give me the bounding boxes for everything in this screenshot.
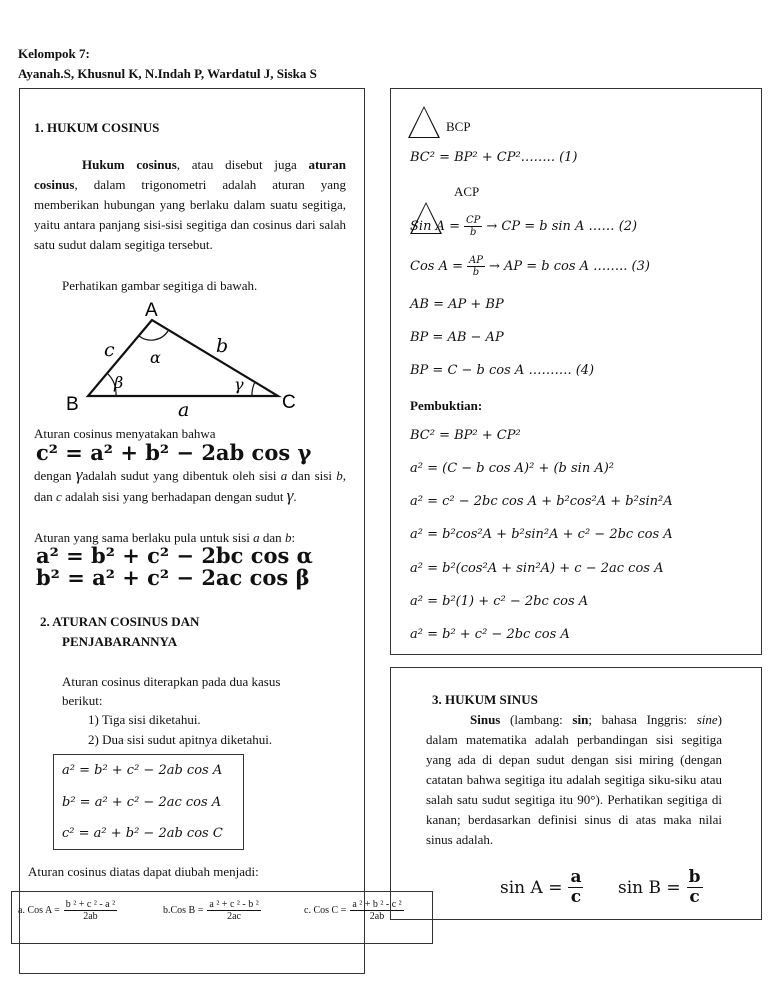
proof-step-3: a² = c² − 2bc cos A + b²cos²A + b²sin²A	[410, 494, 673, 509]
section-3-paragraph	[426, 710, 722, 850]
sin-A-formula-denominator: c	[570, 887, 582, 907]
sin-A-formula-numerator: a	[570, 867, 582, 887]
cos-B-fraction	[163, 899, 261, 922]
term-sinus: Sinus	[470, 712, 501, 727]
desc-text-5: adalah sisi yang berhadapan dengan sudut	[61, 489, 287, 504]
triangle-figure	[60, 296, 310, 420]
cos-C-fraction	[304, 899, 404, 922]
vertex-C: C	[282, 392, 296, 413]
sine-text-1: (lambang:	[500, 712, 573, 727]
same-text-1: Aturan yang sama berlaku pula untuk sisi	[34, 530, 254, 545]
side-a-label: a	[178, 399, 190, 420]
angle-alpha-label: α	[150, 348, 161, 367]
sin-A-formula-prefix: sin A =	[500, 877, 563, 898]
rule-intro: Aturan cosinus menyatakan bahwa	[34, 426, 216, 441]
cos-A-prefix: Cos A =	[410, 259, 463, 274]
paragraph-text-2: , dalam trigonometri adalah aturan yang memberikan hubungan yang berlaku dalam suatu segitiga, yaitu antara panjang sisi-sisi segitiga dan cosinus dari salah satu sudut dalam segitiga tersebut.	[34, 177, 346, 252]
proof-step-4: a² = b²cos²A + b²sin²A + c² − 2bc cos A	[410, 527, 673, 542]
term-sin: sin	[572, 712, 589, 727]
formula-c-squared: c² = a² + b² − 2ab cos γ	[36, 440, 312, 465]
side-b-label: b	[216, 335, 229, 357]
figure-instruction: Perhatikan gambar segitiga di bawah.	[62, 278, 258, 293]
desc-var-b: b	[336, 468, 343, 483]
cos-A-relation	[410, 255, 650, 278]
sin-A-relation	[410, 215, 637, 238]
angle-gamma-arc	[252, 382, 255, 396]
gamma-description	[34, 465, 346, 507]
cos-A-label: a. Cos A =	[18, 905, 60, 916]
cosine-eq-1: a² = b² + c² − 2ab cos A	[62, 763, 223, 778]
desc-var-c: c	[56, 489, 62, 504]
same-var-a: a	[253, 530, 260, 545]
eq-bp-1: BP = AB − AP	[410, 330, 504, 345]
triangle-bcp-icon	[408, 106, 440, 138]
changed-text: Aturan cosinus diatas dapat diubah menjadi:	[28, 864, 259, 879]
sin-A-suffix: → CP = b sin A …… (2)	[486, 219, 638, 234]
term-hukum-cosinus: Hukum cosinus	[82, 157, 177, 172]
formula-b-squared: b² = a² + c² − 2ac cos β	[36, 565, 310, 590]
desc-text-4: , dan	[34, 468, 346, 504]
vertex-A: A	[145, 300, 158, 321]
section-2-heading-line1: 2. ATURAN COSINUS DAN	[40, 614, 200, 629]
cos-B-label: b.Cos B =	[163, 905, 204, 916]
gamma-symbol: γ	[75, 465, 83, 484]
cos-A-fraction	[18, 899, 117, 922]
proof-title: Pembuktian:	[410, 398, 483, 413]
sin-A-formula	[500, 868, 583, 907]
cos-C-denominator: 2ab	[369, 911, 385, 922]
section-2-intro-line1: Aturan cosinus diterapkan pada dua kasus	[62, 674, 281, 689]
cos-C-label: c. Cos C =	[304, 905, 347, 916]
desc-end: .	[293, 489, 297, 504]
proof-step-1: BC² = BP² + CP²	[410, 428, 521, 443]
cosine-eq-2: b² = a² + c² − 2ac cos A	[62, 795, 222, 810]
sin-B-formula-numerator: b	[688, 867, 701, 887]
case-1: 1) Tiga sisi diketahui.	[88, 712, 201, 727]
section-2-intro-line2: berikut:	[62, 693, 103, 708]
paragraph-text-1: , atau disebut juga	[176, 157, 309, 172]
angle-gamma-label: γ	[234, 375, 244, 394]
cos-A-rel-denominator: b	[472, 267, 480, 278]
eq-bp-2: BP = C − b cos A ………. (4)	[410, 363, 595, 378]
proof-step-5: a² = b²(cos²A + sin²A) + c − 2ac cos A	[410, 561, 664, 576]
section-3-heading: 3. HUKUM SINUS	[432, 692, 538, 707]
desc-text-2: adalah sudut yang dibentuk oleh sisi	[82, 468, 281, 483]
section-1-paragraph	[34, 155, 346, 255]
cos-A-suffix: → AP = b cos A …….. (3)	[488, 259, 650, 274]
sin-A-numerator: CP	[465, 215, 481, 226]
cos-C-numerator: a ² + b ² - c ²	[352, 899, 402, 910]
eq-bc-squared: BC² = BP² + CP²…….. (1)	[410, 150, 578, 165]
cos-A-numerator: b ² + c ² - a ²	[65, 899, 116, 910]
cosine-eq-3: c² = a² + b² − 2ab cos C	[62, 826, 223, 841]
gamma-symbol-2: γ	[286, 486, 294, 505]
cos-A-rel-numerator: AP	[469, 255, 483, 266]
triangle-bcp-label: BCP	[446, 119, 471, 134]
vertex-B: B	[66, 394, 79, 415]
member-names: Ayanah.S, Khusnul K, N.Indah P, Wardatul J, Siska S	[18, 66, 317, 81]
desc-var-a: a	[280, 468, 288, 483]
case-2: 2) Dua sisi sudut apitnya diketahui.	[88, 732, 273, 747]
eq-ab: AB = AP + BP	[410, 297, 504, 312]
section-2-heading-line2: PENJABARANNYA	[62, 634, 178, 649]
desc-text-3: dan sisi	[287, 468, 337, 483]
sin-A-denominator: b	[469, 227, 477, 238]
same-var-b: b	[284, 530, 292, 545]
angle-alpha-arc	[139, 331, 168, 340]
proof-step-7: a² = b² + c² − 2bc cos A	[410, 627, 570, 642]
cos-B-numerator: a ² + c ² - b ²	[209, 899, 259, 910]
triangle-acp-label: ACP	[454, 184, 480, 199]
term-sine-english: sine	[696, 712, 718, 727]
cos-A-denominator: 2ab	[83, 911, 98, 922]
same-text-3: :	[291, 530, 296, 545]
sin-A-prefix: Sin A =	[410, 219, 460, 234]
group-title: Kelompok 7:	[18, 46, 90, 61]
sin-B-formula	[618, 868, 703, 907]
side-c-label: c	[104, 339, 115, 361]
sin-B-formula-prefix: sin B =	[618, 877, 681, 898]
section-1-heading: 1. HUKUM COSINUS	[34, 120, 160, 135]
angle-beta-label: β	[114, 373, 124, 392]
term-aturan-cosinus: aturan cosinus	[34, 157, 346, 192]
formula-a-squared: a² = b² + c² − 2bc cos α	[36, 543, 313, 568]
proof-step-2: a² = (C − b cos A)² + (b sin A)²	[410, 461, 615, 476]
cos-B-denominator: 2ac	[227, 911, 241, 922]
proof-step-6: a² = b²(1) + c² − 2bc cos A	[410, 594, 589, 609]
sine-text-3: ) dalam matematika adalah perbandingan sisi segitiga yang ada di depan sudut dengan sisi miring (dengan catatan bahwa segitiga itu adalah segitiga siku-siku atau salah satu sudut segitiga itu 90°). Perhatikan segitiga di kanan; berdasarkan definisi sinus di atas maka nilai sinus adalah.	[426, 712, 722, 847]
same-text-2: dan	[259, 530, 285, 545]
desc-text-1: dengan	[34, 468, 76, 483]
sin-B-formula-denominator: c	[689, 887, 700, 907]
sine-text-2: ; bahasa Inggris:	[588, 712, 697, 727]
